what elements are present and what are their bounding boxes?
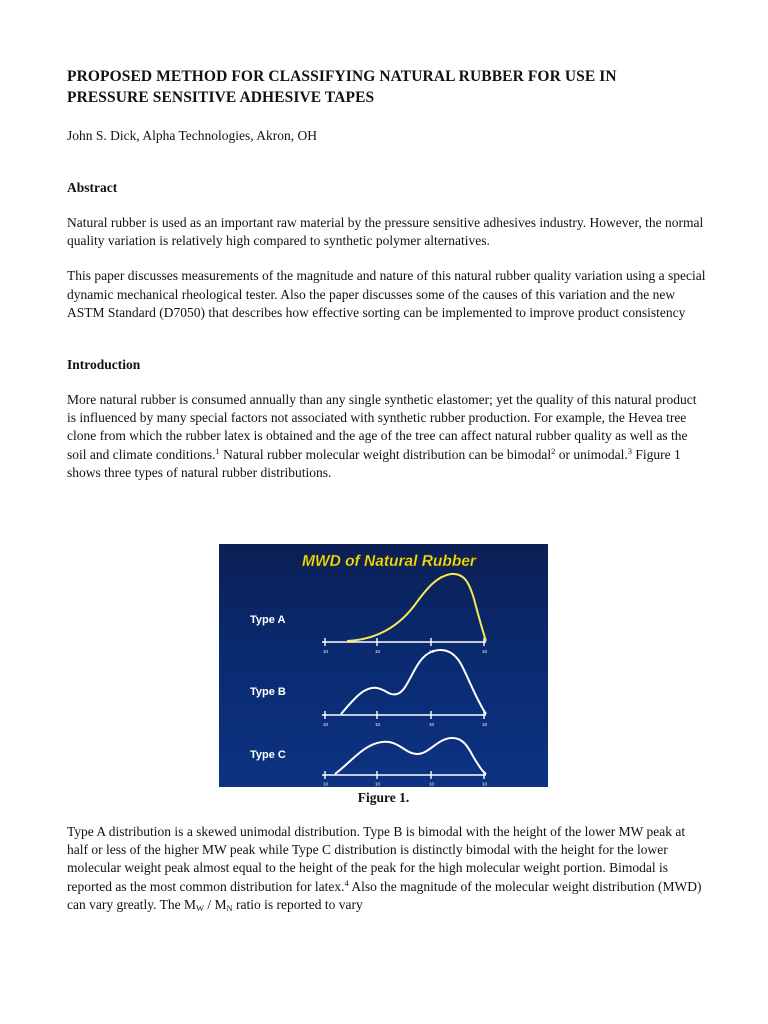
tick-label: 10	[375, 781, 381, 787]
tick-label: 10	[429, 781, 435, 787]
tick-label: 10	[429, 722, 435, 727]
reference-2: 2	[551, 445, 556, 456]
intro-text-c: or unimodal.	[555, 446, 628, 462]
reference-3: 3	[627, 445, 633, 456]
type-c-plot	[322, 738, 488, 787]
reference-1: 1	[215, 445, 220, 456]
tick-label: 10	[482, 722, 488, 727]
body-text-c: / M	[203, 896, 227, 912]
type-a-plot	[322, 574, 488, 654]
type-c-label: Type C	[250, 749, 286, 761]
figure-discussion-paragraph	[67, 823, 707, 914]
type-a-curve	[347, 574, 486, 641]
tick-label: 10	[323, 781, 329, 787]
tick-label: 10	[482, 649, 488, 654]
tick-label: 10	[482, 781, 488, 787]
type-c-curve	[335, 738, 486, 774]
intro-text-d: Figure 1 shows three types of natural rubber distributions.	[67, 446, 681, 480]
type-b-label: Type B	[250, 686, 286, 698]
figure-mwd-natural-rubber	[219, 544, 548, 787]
figure-title: MWD of Natural Rubber	[302, 553, 476, 570]
title-line-1: PROPOSED METHOD FOR CLASSIFYING NATURAL RUBBER FOR USE IN	[67, 68, 617, 85]
figure-caption: Figure 1.	[357, 790, 410, 805]
intro-text-b: Natural rubber molecular weight distribution can be bimodal	[219, 446, 552, 462]
paper-title	[67, 66, 707, 108]
intro-text-a: More natural rubber is consumed annually than any single synthetic elastomer; yet the quality of this natural product is influenced by many special factors not associated with synthetic rubber production. For example, the Hevea tree clone from which the rubber latex is obtained and the age of the tree can affect natural rubber quality as well as the soil and climate conditions.	[67, 392, 697, 462]
type-b-plot	[322, 650, 488, 727]
type-b-curve	[341, 650, 486, 714]
tick-label: 10	[429, 649, 435, 654]
title-line-2: PRESSURE SENSITIVE ADHESIVE TAPES	[67, 89, 375, 106]
abstract-heading: Abstract	[67, 180, 118, 195]
body-text-b: Also the magnitude of the molecular weight distribution (MWD) can vary greatly. The M	[67, 878, 702, 912]
body-text-d: ratio is reported to vary	[232, 896, 363, 912]
introduction-paragraph	[67, 391, 707, 482]
subscript-n: N	[226, 902, 233, 913]
reference-4: 4	[344, 877, 349, 888]
abstract-paragraph-1: Natural rubber is used as an important raw material by the pressure sensitive adhesives industry. However, the normal quality variation is relatively high compared to synthetic polymer alternatives.	[67, 215, 704, 249]
document-page	[67, 66, 707, 482]
tick-label: 10	[323, 649, 329, 654]
tick-label: 10	[375, 722, 381, 727]
author-line: John S. Dick, Alpha Technologies, Akron, OH	[67, 128, 318, 143]
body-text-a: Type A distribution is a skewed unimodal distribution. Type B is bimodal with the height of the lower MW peak at half or less of the higher MW peak while Type C distribution is distinctly bimodal with the height for the lower molecular weight peak almost equal to the height of the peak for the high molecular weight portion. Bimodal is reported as the most common distribution for latex.	[67, 824, 686, 894]
introduction-heading: Introduction	[67, 357, 141, 373]
abstract-paragraph-2: This paper discusses measurements of the magnitude and nature of this natural rubber quality variation using a special dynamic mechanical rheological tester. Also the paper discusses some of the causes of this variation and the new ASTM Standard (D7050) that describes how effective sorting can be implemented to improve product consistency	[67, 268, 706, 320]
document-page-lower	[67, 823, 707, 914]
subscript-w: W	[195, 902, 204, 913]
tick-label: 10	[323, 722, 329, 727]
tick-label: 10	[375, 649, 381, 654]
type-a-label: Type A	[250, 614, 286, 626]
